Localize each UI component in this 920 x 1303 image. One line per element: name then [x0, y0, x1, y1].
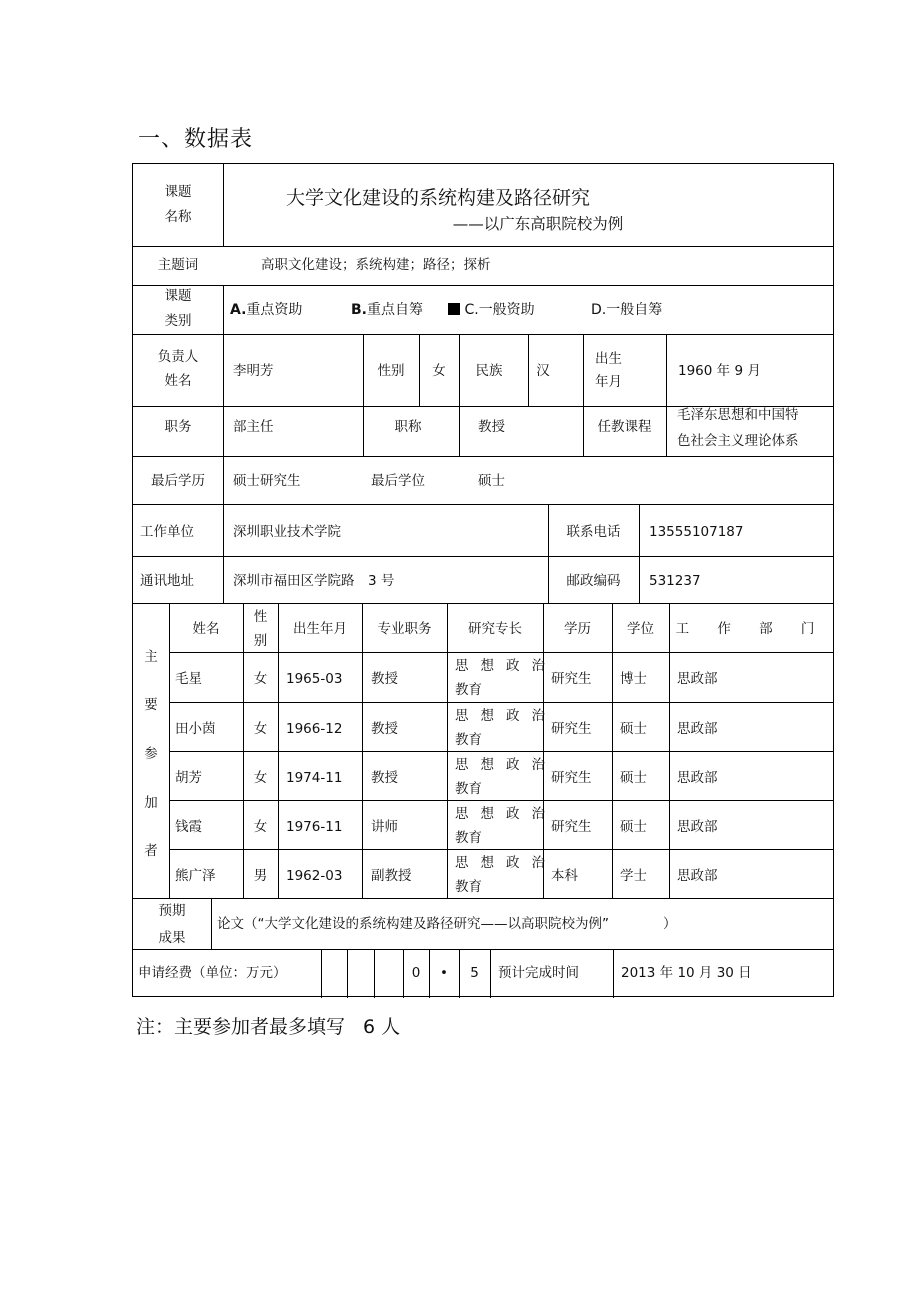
participant-department: 思政部	[677, 868, 718, 884]
participants-side-label: 要	[144, 697, 158, 713]
participant-name: 钱霞	[175, 819, 202, 835]
outcome-label: 预期	[158, 903, 186, 919]
leader-title: 教授	[478, 419, 505, 435]
project-subtitle: ——以广东高职院校为例	[452, 215, 624, 233]
participant-department: 思政部	[677, 819, 718, 835]
participant-education: 研究生	[551, 819, 592, 835]
birth-label: 年月	[595, 374, 622, 390]
leader-course: 色社会主义理论体系	[677, 433, 799, 449]
participant-gender: 女	[253, 671, 268, 687]
participant-gender: 女	[253, 721, 268, 737]
participant-birth: 1965-03	[286, 671, 343, 687]
leader-name-label: 姓名	[164, 373, 192, 389]
funding-label: 申请经费（单位：万元）	[138, 965, 287, 981]
participant-degree: 硕士	[620, 721, 647, 737]
leader-name-label: 负责人	[157, 349, 199, 365]
leader-name: 李明芳	[233, 363, 274, 379]
participant-education: 研究生	[551, 721, 592, 737]
participant-degree: 硕士	[620, 819, 647, 835]
address-value: 深圳市福田区学院路 3 号	[233, 573, 395, 589]
ethnicity-label: 民族	[475, 363, 503, 379]
participant-gender: 女	[253, 819, 268, 835]
birth-label: 出生	[595, 351, 622, 367]
participant-specialty: 教育	[455, 830, 482, 846]
position-label: 职务	[164, 419, 192, 435]
participant-gender: 女	[253, 770, 268, 786]
col-header-degree: 学位	[627, 621, 654, 637]
completion-date: 2013 年 10 月 30 日	[621, 965, 752, 981]
participant-specialty: 教育	[455, 732, 482, 748]
col-header-education: 学历	[564, 621, 591, 637]
participant-specialty: 教育	[455, 682, 482, 698]
leader-education: 硕士研究生	[233, 473, 301, 489]
participant-birth: 1974-11	[286, 770, 343, 786]
funding-digit: 5	[470, 965, 479, 981]
category-option-a[interactable]: A.重点资助	[230, 302, 303, 318]
title-label: 职称	[394, 419, 422, 435]
participant-specialty: 教育	[455, 781, 482, 797]
participant-job: 教授	[371, 721, 398, 737]
section-heading: 一、数据表	[138, 127, 254, 152]
course-label: 任教课程	[597, 419, 652, 435]
participants-side-label: 参	[144, 746, 158, 762]
participant-birth: 1976-11	[286, 819, 343, 835]
funding-digit: 0	[411, 965, 421, 981]
col-header-job: 专业职务	[377, 621, 432, 637]
participant-name: 熊广泽	[175, 868, 216, 884]
education-label: 最后学历	[151, 473, 205, 489]
participant-specialty: 思想政治	[455, 658, 557, 674]
category-label: 课题	[164, 288, 192, 304]
participant-education: 研究生	[551, 671, 592, 687]
category-option-c[interactable]: C.一般资助	[448, 298, 535, 322]
gender-label: 性别	[377, 363, 405, 379]
keywords-value: 高职文化建设；系统构建；路径；探析	[261, 257, 491, 273]
keywords-label: 主题词	[157, 257, 199, 273]
footnote-number: 6 人	[363, 1016, 401, 1038]
participants-side-label: 者	[144, 843, 158, 859]
footnote	[136, 1012, 400, 1039]
col-header-specialty: 研究专长	[468, 621, 522, 637]
participant-degree: 硕士	[620, 770, 647, 786]
completion-label: 预计完成时间	[498, 965, 579, 981]
funding-digit: •	[440, 965, 448, 981]
participant-job: 教授	[371, 671, 398, 687]
participant-gender: 男	[253, 868, 268, 884]
postcode-value: 531237	[649, 573, 701, 589]
participant-specialty: 教育	[455, 879, 482, 895]
workplace-label: 工作单位	[140, 524, 194, 540]
col-header-name: 姓名	[192, 621, 220, 637]
leader-degree: 硕士	[478, 473, 505, 489]
participant-education: 研究生	[551, 770, 592, 786]
col-header-birth: 出生年月	[293, 621, 347, 637]
col-header-gender: 别	[253, 633, 268, 649]
participant-job: 讲师	[371, 819, 398, 835]
participants-side-label: 加	[144, 795, 158, 811]
application-form	[132, 163, 834, 997]
participant-job: 副教授	[371, 868, 412, 884]
participants-side-label: 主	[144, 649, 158, 665]
leader-course: 毛泽东思想和中国特	[677, 407, 799, 423]
category-label: 类别	[164, 313, 192, 329]
project-label: 课题	[164, 184, 192, 200]
degree-label: 最后学位	[371, 473, 425, 489]
participant-specialty: 思想政治	[455, 708, 557, 724]
footnote-text: 注：主要参加者最多填写	[136, 1016, 346, 1038]
outcome-label: 成果	[158, 930, 186, 946]
leader-birth: 1960 年 9 月	[678, 363, 761, 379]
participant-department: 思政部	[677, 671, 718, 687]
project-label: 名称	[164, 209, 192, 225]
participant-name: 胡芳	[175, 770, 202, 786]
outcome-value: 论文（“大学文化建设的系统构建及路径研究——以高职院校为例” ）	[217, 916, 677, 932]
participant-birth: 1962-03	[286, 868, 343, 884]
participant-birth: 1966-12	[286, 721, 343, 737]
leader-ethnicity: 汉	[536, 363, 550, 379]
phone-label: 联系电话	[566, 524, 621, 540]
workplace-value: 深圳职业技术学院	[233, 524, 341, 540]
participant-specialty: 思想政治	[455, 806, 557, 822]
phone-value: 13555107187	[649, 524, 744, 540]
participant-degree: 博士	[620, 671, 647, 687]
postcode-label: 邮政编码	[566, 573, 621, 589]
col-header-department: 工 作 部 门	[675, 621, 827, 637]
participant-department: 思政部	[677, 721, 718, 737]
participant-name: 田小茵	[175, 721, 216, 737]
leader-position: 部主任	[233, 419, 274, 435]
col-header-gender: 性	[253, 609, 268, 625]
participant-name: 毛星	[175, 671, 202, 687]
participant-job: 教授	[371, 770, 398, 786]
participant-specialty: 思想政治	[455, 757, 557, 773]
address-label: 通讯地址	[140, 573, 194, 589]
participant-department: 思政部	[677, 770, 718, 786]
checked-box-icon	[448, 303, 460, 315]
leader-gender: 女	[432, 363, 446, 379]
participant-education: 本科	[551, 868, 578, 884]
participant-specialty: 思想政治	[455, 855, 557, 871]
category-option-d[interactable]: D.一般自筹	[591, 302, 663, 318]
project-title: 大学文化建设的系统构建及路径研究	[285, 187, 590, 209]
participant-degree: 学士	[620, 868, 647, 884]
category-option-b[interactable]: B.重点自筹	[351, 302, 423, 318]
